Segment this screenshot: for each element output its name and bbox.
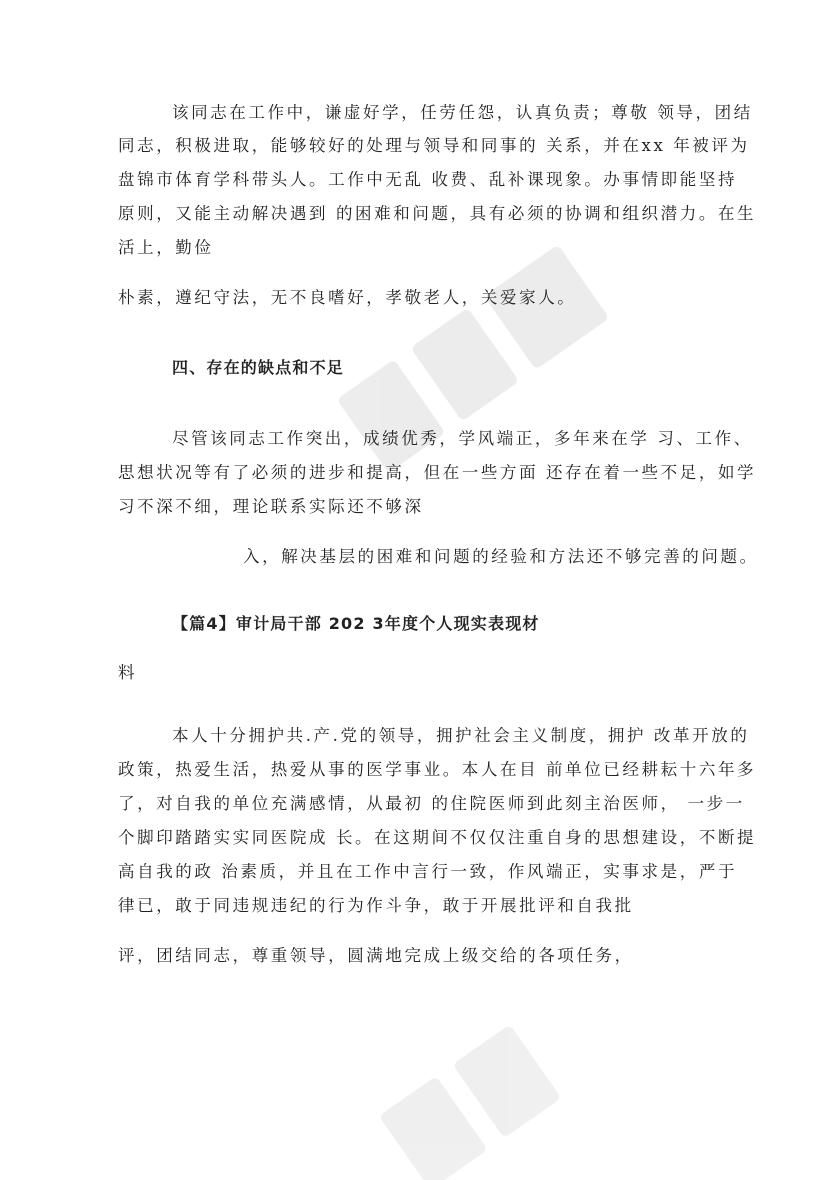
paragraph-line: 活上，勤俭: [118, 238, 214, 257]
paragraph-line: 律已，敢于同违规违纪的行为作斗争，敢于开展批评和自我批: [118, 896, 634, 915]
paragraph-line: 尽管该同志工作突出，成绩优秀，学风端正，多年来在学 习、工作、: [172, 429, 753, 448]
paragraph-line: 该同志在工作中，谦虚好学，任劳任怨，认真负责；尊敬 领导，团结: [172, 103, 753, 122]
paragraph-line: 高自我的政 治素质，并且在工作中言行一致，作风端正，实事求是，严于: [118, 862, 738, 881]
watermark-logo-lower: [320, 980, 680, 1180]
paragraph-line: 评，团结同志，尊重领导，圆满地完成上级交给的各项任务，: [118, 946, 634, 965]
paragraph-line: 了，对自我的单位充满感情，从最初 的住院医师到此刻主治医师， 一步一: [118, 794, 745, 813]
article-heading-tail: 料: [118, 663, 138, 682]
paragraph-line: 朴素，遵纪守法，无不良嗜好，孝敬老人，关爱家人。: [118, 288, 577, 307]
watermark-logo: [300, 230, 660, 490]
paragraph-line: 个脚印踏踏实实同医院成 长。在这期间不仅仅注重自身的思想建设，不断提: [118, 828, 757, 847]
paragraph-line: 同志，积极进取，能够较好的处理与领导和同事的 关系，并在xx 年被评为: [118, 136, 750, 155]
paragraph-line: 思想状况等有了必须的进步和提高，但在一些方面 还存在着一些不足，如学: [118, 463, 757, 482]
paragraph-line: 政策，热爱生活，热爱从事的医学事业。本人在目 前单位已经耕耘十六年多: [118, 760, 757, 779]
paragraph-line: 入，解决基层的困难和问题的经验和方法还不够完善的问题。: [243, 547, 759, 566]
paragraph-line: 习不深不细，理论联系实际还不够深: [118, 497, 424, 516]
article-heading: 【篇4】审计局干部 202 3年度个人现实表现材: [172, 614, 540, 633]
paragraph-line: 盘锦市体育学科带头人。工作中无乱 收费、乱补课现象。办事情即能坚持: [118, 170, 738, 189]
paragraph-line: 本人十分拥护共.产.党的领导，拥护社会主义制度，拥护 改革开放的: [172, 726, 750, 745]
section-heading: 四、存在的缺点和不足: [172, 358, 345, 377]
paragraph-line: 原则，又能主动解决遇到 的困难和问题，具有必须的协调和组织潜力。在生: [118, 204, 757, 223]
